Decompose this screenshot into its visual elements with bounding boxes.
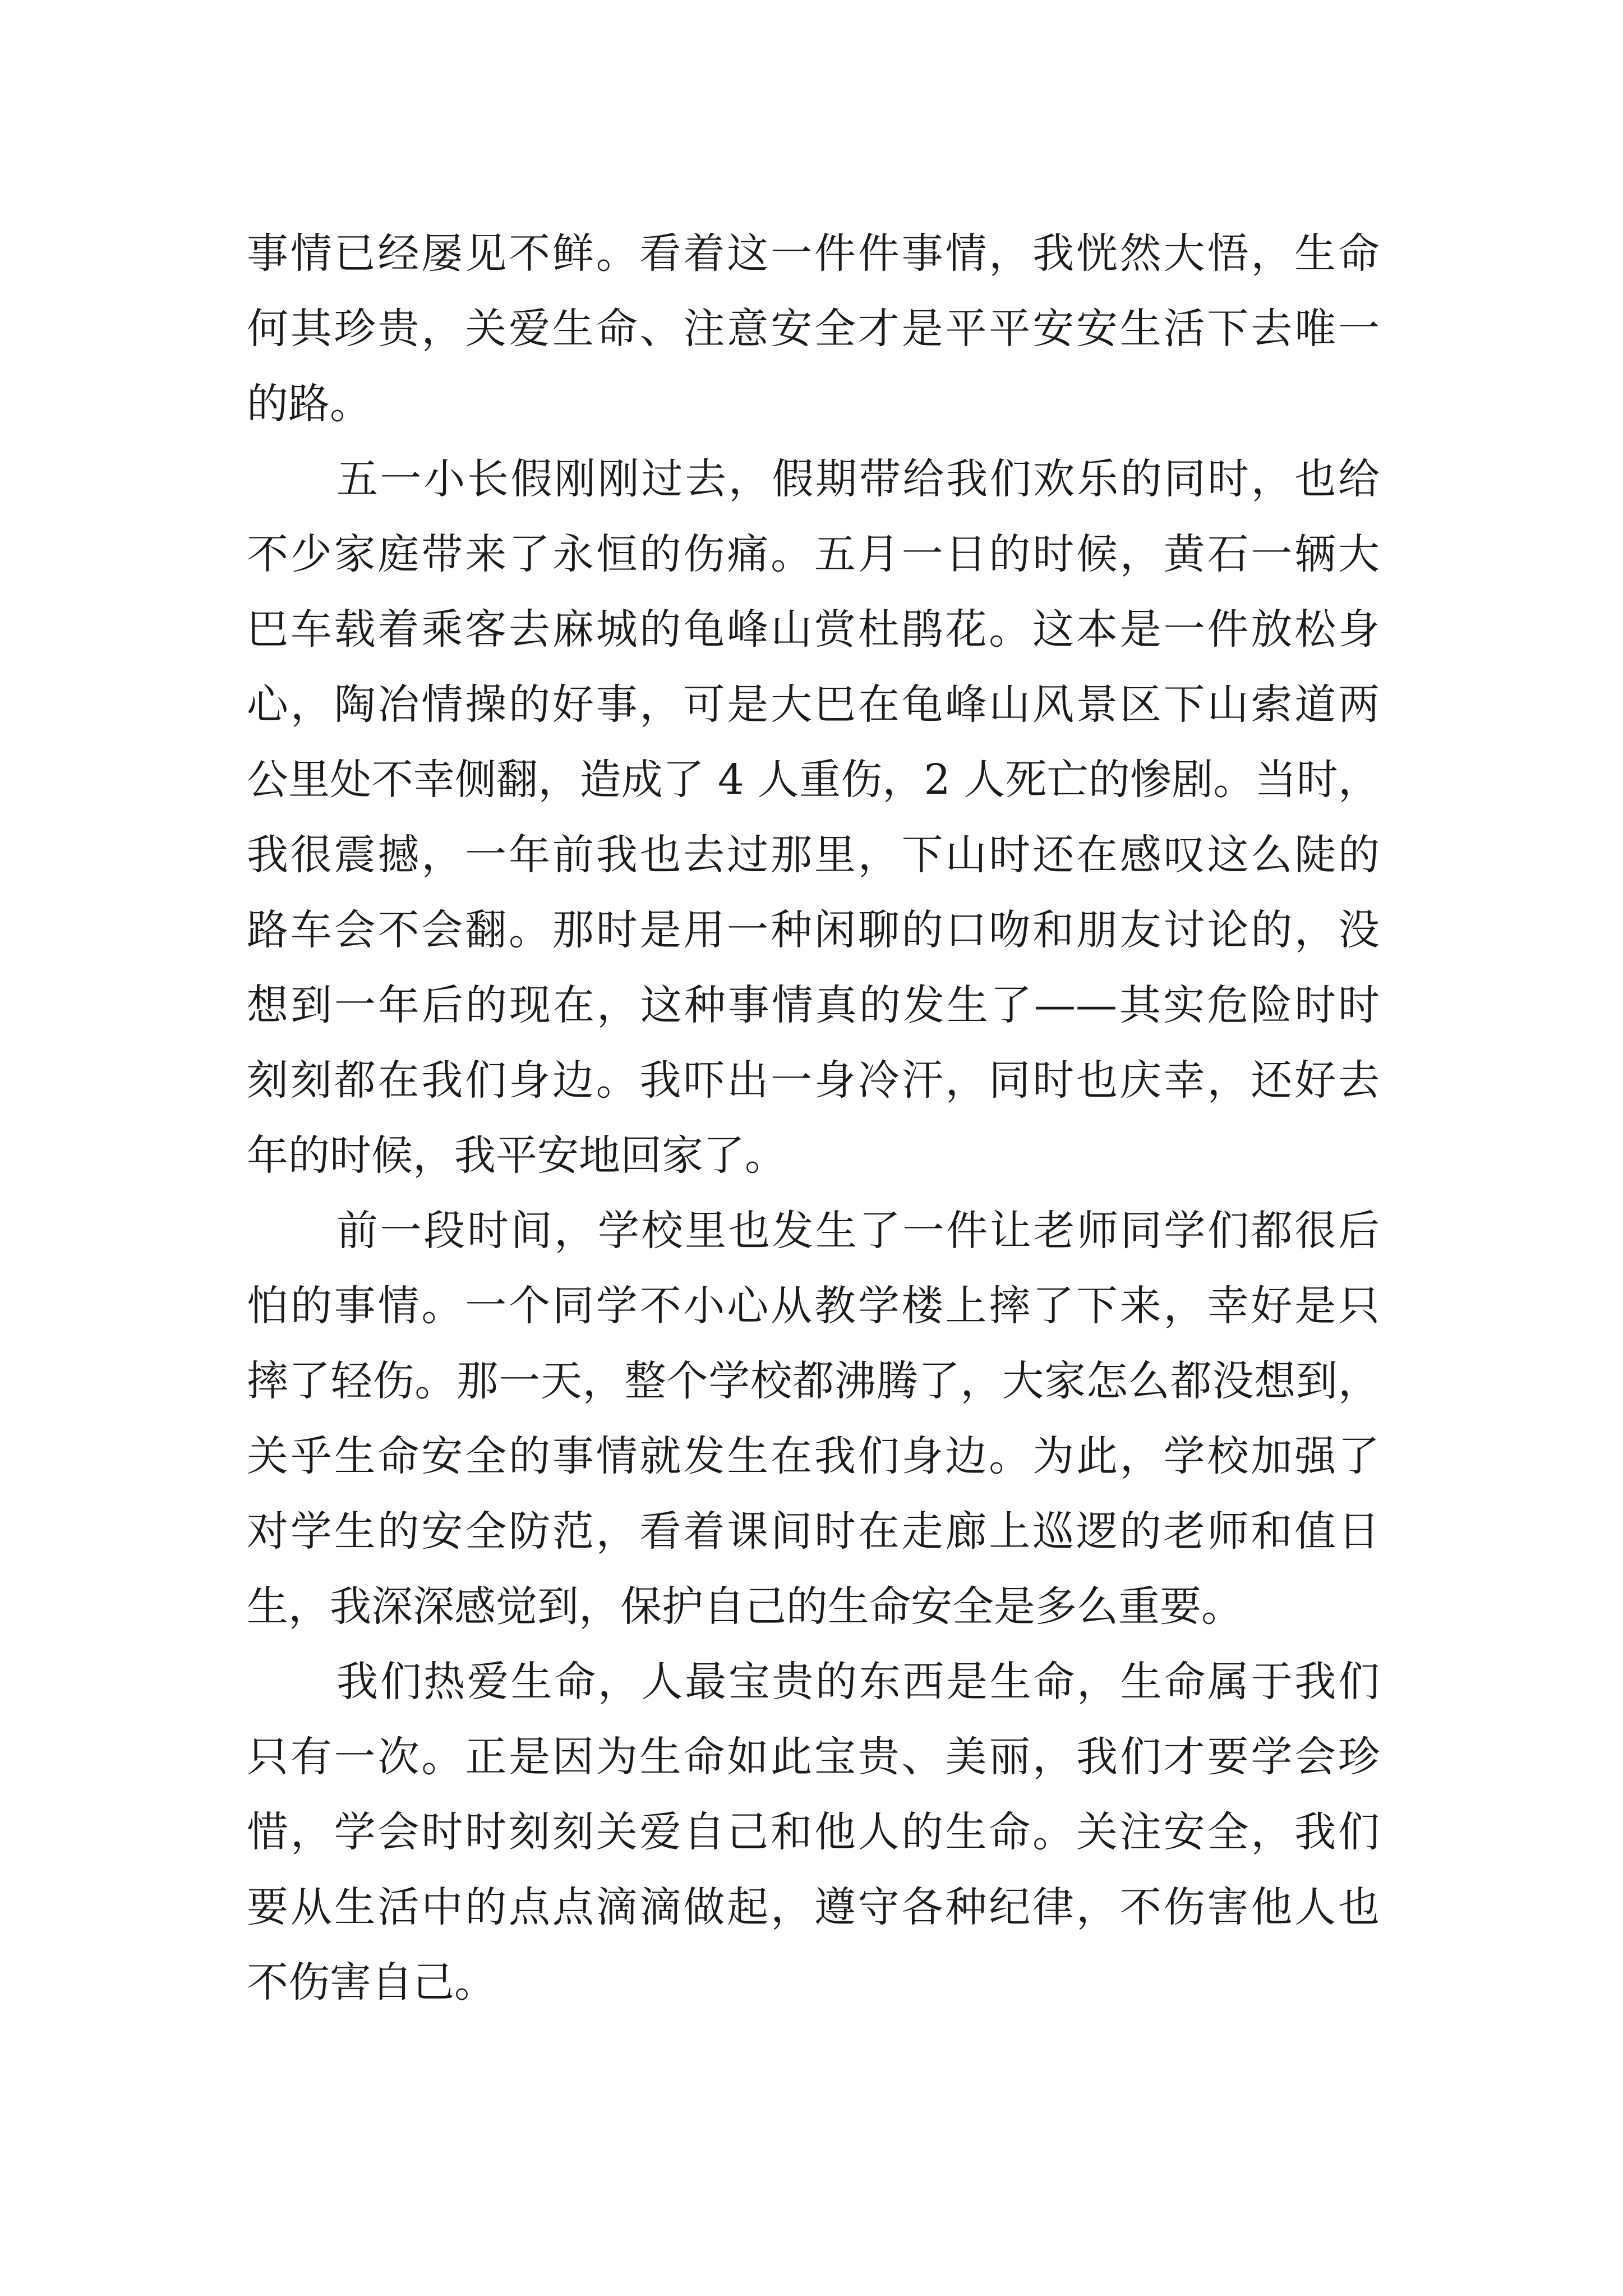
- text-line: 事情已经屡见不鲜。看着这一件件事情，我恍然大悟，生命: [247, 229, 1380, 278]
- text-line: 巴车载着乘客去麻城的龟峰山赏杜鹃花。这本是一件放松身: [247, 605, 1380, 654]
- text-line: 怕的事情。一个同学不小心从教学楼上摔了下来，幸好是只: [247, 1282, 1380, 1330]
- text-line: 关乎生命安全的事情就发生在我们身边。为此，学校加强了: [247, 1432, 1380, 1480]
- text-line: 前一段时间，学校里也发生了一件让老师同学们都很后: [336, 1207, 1380, 1255]
- paragraph-1: [247, 216, 1380, 441]
- paragraph-2: [247, 441, 1380, 1193]
- text-line: 的路。: [247, 380, 371, 428]
- text-line: 不少家庭带来了永恒的伤痛。五月一日的时候，黄石一辆大: [247, 530, 1380, 578]
- paragraph-4: [247, 1644, 1380, 2020]
- text-line: 心，陶冶情操的好事，可是大巴在龟峰山风景区下山索道两: [247, 680, 1380, 729]
- document-body: [247, 216, 1380, 2020]
- text-line: 何其珍贵，关爱生命、注意安全才是平平安安生活下去唯一: [247, 305, 1380, 353]
- text-line: 生，我深深感觉到，保护自己的生命安全是多么重要。: [247, 1582, 1243, 1631]
- text-line: 公里处不幸侧翻，造成了 4 人重伤，2 人死亡的惨剧。当时，: [247, 756, 1380, 804]
- text-line: 对学生的安全防范，看着课间时在走廊上巡逻的老师和值日: [247, 1507, 1380, 1556]
- text-line: 想到一年后的现在，这种事情真的发生了——其实危险时时: [247, 981, 1380, 1029]
- text-line: 要从生活中的点点滴滴做起，遵守各种纪律，不伤害他人也: [247, 1883, 1380, 1931]
- paragraph-3: [247, 1193, 1380, 1644]
- text-line: 摔了轻伤。那一天，整个学校都沸腾了，大家怎么都没想到，: [247, 1357, 1380, 1405]
- text-line: 只有一次。正是因为生命如此宝贵、美丽，我们才要学会珍: [247, 1733, 1380, 1781]
- text-line: 我很震撼，一年前我也去过那里，下山时还在感叹这么陡的: [247, 831, 1380, 879]
- text-line: 路车会不会翻。那时是用一种闲聊的口吻和朋友讨论的，没: [247, 906, 1380, 954]
- text-line: 惜，学会时时刻刻关爱自己和他人的生命。关注安全，我们: [247, 1808, 1380, 1856]
- text-line: 刻刻都在我们身边。我吓出一身冷汗，同时也庆幸，还好去: [247, 1056, 1380, 1105]
- text-line: 五一小长假刚刚过去，假期带给我们欢乐的同时，也给: [336, 455, 1380, 503]
- text-line: 年的时候，我平安地回家了。: [247, 1131, 786, 1180]
- text-line: 不伤害自己。: [247, 1958, 496, 2007]
- text-line: 我们热爱生命，人最宝贵的东西是生命，生命属于我们: [336, 1658, 1380, 1706]
